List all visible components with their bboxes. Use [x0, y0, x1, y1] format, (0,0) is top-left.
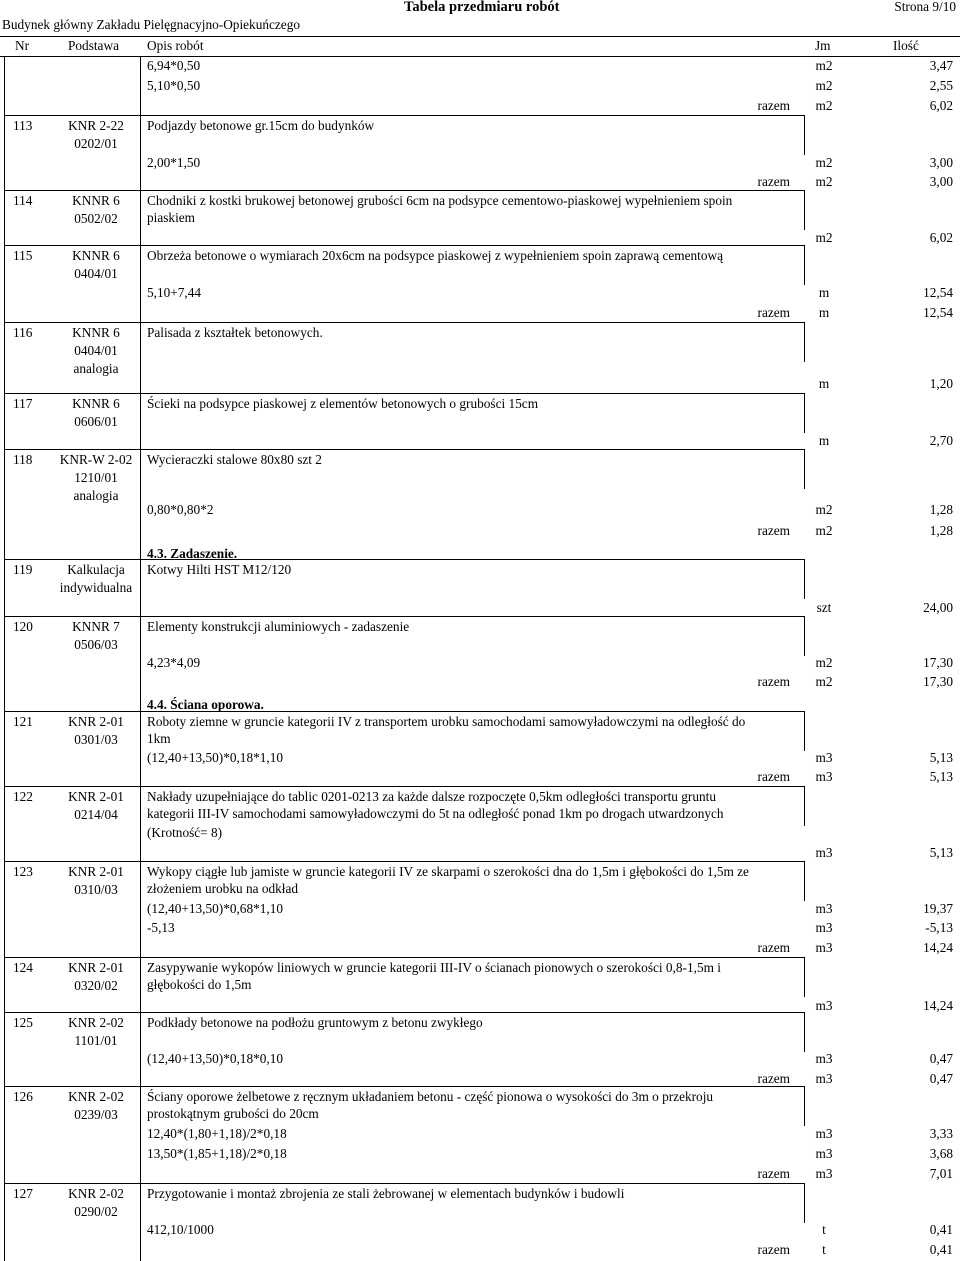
unit-column-rule — [804, 115, 805, 155]
unit-cell: m2 — [815, 523, 833, 538]
item-separator-rule — [4, 1012, 804, 1013]
basis-column-rule — [140, 449, 141, 559]
subtotal-label: razem — [757, 1242, 790, 1257]
item-number: 124 — [13, 960, 33, 975]
unit-cell: t — [822, 1242, 826, 1257]
section-heading: 4.3. Zadaszenie. — [147, 546, 238, 561]
item-description: 13,50*(1,85+1,18)/2*0,18 — [147, 1146, 287, 1161]
item-separator-rule — [4, 190, 804, 191]
item-basis-line: KNR 2-22 — [68, 118, 124, 133]
item-number: 118 — [13, 452, 33, 467]
item-basis-line: 0606/01 — [74, 414, 118, 429]
item-number: 119 — [13, 562, 33, 577]
item-separator-rule — [4, 1183, 804, 1184]
item-separator-rule — [4, 322, 804, 323]
nr-column-rule — [4, 1012, 5, 1086]
quantity-cell: 2,70 — [929, 433, 953, 448]
item-description: Obrzeża betonowe o wymiarach 20x6cm na podsypce piaskowej z wypełnieniem spoin zaprawą cementową — [147, 248, 723, 263]
item-description: Wykopy ciągłe lub jamiste w gruncie kategorii IV ze skarpami o szerokości dna do 1,5m i głębokości do 1,5m ze — [147, 864, 749, 879]
basis-column-rule — [140, 559, 141, 616]
unit-cell: m2 — [815, 78, 833, 93]
quantity-cell: 3,68 — [929, 1146, 953, 1161]
page-title: Tabela przedmiaru robót — [404, 0, 560, 15]
nr-column-rule — [4, 957, 5, 1012]
quantity-cell: 3,00 — [929, 155, 953, 170]
item-description-line2: prostokątnym grubości do 20cm — [147, 1106, 319, 1121]
unit-column-rule — [804, 245, 805, 285]
item-basis-line: 0239/03 — [74, 1107, 118, 1122]
item-basis-line: indywidualna — [59, 580, 133, 595]
unit-cell: m3 — [815, 998, 833, 1013]
subtotal-label: razem — [757, 940, 790, 955]
item-basis-line: 0202/01 — [74, 136, 118, 151]
basis-column-rule — [140, 1012, 141, 1086]
page-number: Strona 9/10 — [894, 0, 956, 14]
unit-column-rule — [804, 957, 805, 997]
item-description-line2: złożeniem urobku na odkład — [147, 881, 299, 896]
unit-cell: m2 — [815, 155, 833, 170]
item-basis-line: KNR 2-02 — [68, 1015, 124, 1030]
item-basis-line: KNR 2-01 — [68, 714, 124, 729]
unit-cell: m3 — [815, 750, 833, 765]
quantity-cell: 1,20 — [929, 376, 953, 391]
item-separator-rule — [4, 245, 804, 246]
item-description: 0,80*0,80*2 — [147, 502, 214, 517]
basis-column-rule — [140, 322, 141, 393]
quantity-cell: 17,30 — [923, 674, 953, 689]
item-separator-rule — [4, 559, 804, 560]
item-description: Elementy konstrukcji aluminiowych - zadaszenie — [147, 619, 410, 634]
document-subtitle: Budynek główny Zakładu Pielęgnacyjno-Opiekuńczego — [2, 17, 300, 32]
quantity-cell: 1,28 — [929, 502, 953, 517]
unit-column-rule — [804, 1012, 805, 1052]
subtotal-label: razem — [757, 305, 790, 320]
item-basis-line: KNR 2-01 — [68, 960, 124, 975]
basis-column-rule — [140, 957, 141, 1012]
item-description: 5,10*0,50 — [147, 78, 201, 93]
nr-column-rule — [4, 1183, 5, 1261]
item-basis-line: 0214/04 — [74, 807, 118, 822]
item-basis-line: 0502/02 — [74, 211, 118, 226]
basis-column-rule — [140, 1183, 141, 1261]
nr-column-rule — [4, 393, 5, 449]
header-bottom-rule — [0, 56, 960, 57]
item-number: 125 — [13, 1015, 33, 1030]
unit-cell: m3 — [815, 1146, 833, 1161]
subtotal-label: razem — [757, 174, 790, 189]
quantity-cell: 7,01 — [929, 1166, 953, 1181]
unit-cell: m3 — [815, 1071, 833, 1086]
header-top-rule — [0, 36, 960, 37]
unit-cell: m — [818, 433, 830, 448]
item-basis-line: Kalkulacja — [67, 562, 125, 577]
unit-cell: m2 — [815, 230, 833, 245]
section-heading: 4.4. Ściana oporowa. — [147, 697, 264, 712]
item-basis-line: KNNR 6 — [72, 193, 120, 208]
unit-cell: m2 — [815, 58, 833, 73]
unit-cell: m2 — [815, 674, 833, 689]
item-number: 127 — [13, 1186, 33, 1201]
basis-column-rule — [140, 786, 141, 861]
nr-column-rule — [4, 861, 5, 957]
item-basis-line: KNR 2-01 — [68, 864, 124, 879]
item-basis-line: 1210/01 — [74, 470, 118, 485]
item-description: 5,10+7,44 — [147, 285, 202, 300]
item-description: Palisada z kształtek betonowych. — [147, 325, 323, 340]
item-separator-rule — [4, 711, 804, 712]
item-description: (12,40+13,50)*0,18*0,10 — [147, 1051, 284, 1066]
column-header-jm: Jm — [815, 38, 831, 53]
item-description: Ściany oporowe żelbetowe z ręcznym układaniem betonu - część pionowa o wysokości do 3m o przekroju — [147, 1089, 714, 1104]
nr-column-rule — [4, 786, 5, 861]
quantity-cell: 14,24 — [923, 940, 953, 955]
column-header-ilosc: Ilość — [893, 38, 919, 53]
nr-column-rule — [4, 1086, 5, 1183]
nr-column-rule — [4, 322, 5, 393]
item-separator-rule — [4, 786, 804, 787]
item-basis-line: KNNR 6 — [72, 396, 120, 411]
unit-cell: szt — [816, 600, 832, 615]
unit-cell: m — [818, 285, 830, 300]
unit-cell: t — [822, 1222, 826, 1237]
item-description: Przygotowanie i montaż zbrojenia ze stali żebrowanej w elementach budynków i budowli — [147, 1186, 625, 1201]
item-description-line2: 1km — [147, 731, 171, 746]
item-basis-line: analogia — [73, 488, 119, 503]
quantity-cell: 1,28 — [929, 523, 953, 538]
quantity-cell: 14,24 — [923, 998, 953, 1013]
item-description: 6,94*0,50 — [147, 58, 201, 73]
basis-column-rule — [140, 861, 141, 957]
unit-cell: m3 — [815, 940, 833, 955]
item-description: 412,10/1000 — [147, 1222, 214, 1237]
unit-column-rule — [804, 322, 805, 362]
item-basis-line: KNR-W 2-02 — [59, 452, 133, 467]
item-basis-line: 0320/02 — [74, 978, 118, 993]
unit-cell: m2 — [815, 98, 833, 113]
item-separator-rule — [4, 393, 804, 394]
item-basis-line: analogia — [73, 361, 119, 376]
item-separator-rule — [4, 861, 804, 862]
basis-column-rule — [140, 190, 141, 245]
item-separator-rule — [4, 449, 804, 450]
item-basis-line: 0310/03 — [74, 882, 118, 897]
item-description: Kotwy Hilti HST M12/120 — [147, 562, 292, 577]
quantity-cell: 5,13 — [929, 845, 953, 860]
basis-column-rule — [140, 393, 141, 449]
item-separator-rule — [4, 1086, 804, 1087]
subtotal-label: razem — [757, 769, 790, 784]
quantity-cell: 6,02 — [929, 98, 953, 113]
quantity-cell: -5,13 — [925, 920, 953, 935]
item-number: 121 — [13, 714, 33, 729]
quantity-cell: 12,54 — [923, 285, 953, 300]
quantity-cell: 0,47 — [929, 1071, 953, 1086]
item-basis-line: KNNR 6 — [72, 325, 120, 340]
item-number: 126 — [13, 1089, 33, 1104]
unit-column-rule — [804, 861, 805, 901]
unit-cell: m3 — [815, 1126, 833, 1141]
quantity-cell: 12,54 — [923, 305, 953, 320]
item-description: (12,40+13,50)*0,18*1,10 — [147, 750, 284, 765]
item-description: Wycieraczki stalowe 80x80 szt 2 — [147, 452, 322, 467]
unit-cell: m — [818, 376, 830, 391]
item-basis-line: KNNR 7 — [72, 619, 120, 634]
unit-column-rule — [804, 559, 805, 599]
unit-column-rule — [804, 711, 805, 751]
item-description: -5,13 — [147, 920, 175, 935]
subtotal-label: razem — [757, 1166, 790, 1181]
unit-column-rule — [804, 1183, 805, 1223]
subtotal-label: razem — [757, 674, 790, 689]
unit-cell: m3 — [815, 845, 833, 860]
item-basis-line: 0301/03 — [74, 732, 118, 747]
nr-column-rule — [4, 559, 5, 616]
unit-cell: m3 — [815, 901, 833, 916]
quantity-cell: 24,00 — [923, 600, 953, 615]
unit-column-rule — [804, 786, 805, 826]
column-header-podstawa: Podstawa — [68, 38, 119, 53]
subtotal-label: razem — [757, 523, 790, 538]
unit-cell: m — [818, 305, 830, 320]
item-basis-line: 0404/01 — [74, 266, 118, 281]
quantity-cell: 6,02 — [929, 230, 953, 245]
basis-column-rule — [140, 56, 141, 115]
item-number: 113 — [13, 118, 33, 133]
unit-cell: m3 — [815, 769, 833, 784]
nr-column-rule — [4, 616, 5, 711]
unit-cell: m2 — [815, 502, 833, 517]
column-header-nr: Nr — [15, 38, 30, 53]
item-number: 115 — [13, 248, 33, 263]
item-description: Ścieki na podsypce piaskowej z elementów betonowych o grubości 15cm — [147, 396, 539, 411]
basis-column-rule — [140, 711, 141, 786]
nr-column-rule — [4, 56, 5, 115]
item-basis-line: KNR 2-02 — [68, 1089, 124, 1104]
quantity-cell: 0,41 — [929, 1222, 953, 1237]
subtotal-label: razem — [757, 1071, 790, 1086]
nr-column-rule — [4, 245, 5, 322]
quantity-cell: 19,37 — [923, 901, 953, 916]
unit-column-rule — [804, 1086, 805, 1126]
item-description: (12,40+13,50)*0,68*1,10 — [147, 901, 284, 916]
item-description-line2: głębokości do 1,5m — [147, 977, 252, 992]
unit-column-rule — [804, 616, 805, 656]
item-description: Podjazdy betonowe gr.15cm do budynków — [147, 118, 375, 133]
nr-column-rule — [4, 190, 5, 245]
unit-column-rule — [804, 449, 805, 489]
item-description: Roboty ziemne w gruncie kategorii IV z transportem urobku samochodami samowyładowczymi na odległość do — [147, 714, 746, 729]
quantity-cell: 5,13 — [929, 750, 953, 765]
item-number: 116 — [13, 325, 33, 340]
item-basis-line: 1101/01 — [74, 1033, 118, 1048]
quantity-cell: 2,55 — [929, 78, 953, 93]
unit-cell: m3 — [815, 1051, 833, 1066]
item-description: Nakłady uzupełniające do tablic 0201-0213 za każde dalsze rozpoczęte 0,5km odległości transportu gruntu — [147, 789, 716, 804]
quantity-cell: 17,30 — [923, 655, 953, 670]
subtotal-label: razem — [757, 98, 790, 113]
item-number: 123 — [13, 864, 33, 879]
quantity-cell: 3,47 — [929, 58, 953, 73]
basis-column-rule — [140, 1086, 141, 1183]
item-basis-line: 0290/02 — [74, 1204, 118, 1219]
item-number: 114 — [13, 193, 33, 208]
unit-cell: m3 — [815, 920, 833, 935]
unit-cell: m2 — [815, 174, 833, 189]
item-number: 120 — [13, 619, 33, 634]
basis-column-rule — [140, 616, 141, 711]
item-separator-rule — [4, 616, 804, 617]
basis-column-rule — [140, 245, 141, 322]
item-description: Chodniki z kostki brukowej betonowej grubości 6cm na podsypce cementowo-piaskowej wypełnieniem spoin — [147, 193, 733, 208]
unit-cell: m3 — [815, 1166, 833, 1181]
nr-column-rule — [4, 449, 5, 559]
quantity-cell: 0,41 — [929, 1242, 953, 1257]
quantity-cell: 3,00 — [929, 174, 953, 189]
quantity-cell: 3,33 — [929, 1126, 953, 1141]
item-basis-line: KNR 2-01 — [68, 789, 124, 804]
item-basis-line: KNNR 6 — [72, 248, 120, 263]
quantity-cell: 5,13 — [929, 769, 953, 784]
nr-column-rule — [4, 115, 5, 190]
item-description: 12,40*(1,80+1,18)/2*0,18 — [147, 1126, 287, 1141]
item-number: 122 — [13, 789, 33, 804]
item-description-line2: piaskiem — [147, 210, 196, 225]
item-separator-rule — [4, 957, 804, 958]
item-description-line2: kategorii III-IV samochodami samowyładowczymi do 5t na odległość ponad 1km po drogach utwardzonych — [147, 806, 724, 821]
item-description: 4,23*4,09 — [147, 655, 201, 670]
item-basis-line: 0404/01 — [74, 343, 118, 358]
item-separator-rule — [4, 115, 804, 116]
item-basis-line: 0506/03 — [74, 637, 118, 652]
item-number: 117 — [13, 396, 33, 411]
unit-cell: m2 — [815, 655, 833, 670]
item-description: Podkłady betonowe na podłożu gruntowym z betonu zwykłego — [147, 1015, 483, 1030]
unit-column-rule — [804, 393, 805, 433]
nr-column-rule — [4, 711, 5, 786]
item-basis-line: KNR 2-02 — [68, 1186, 124, 1201]
item-description: 2,00*1,50 — [147, 155, 201, 170]
column-header-opis: Opis robót — [147, 38, 204, 53]
item-description: Zasypywanie wykopów liniowych w gruncie kategorii III-IV o ścianach pionowych o szerokości 0,8-1,5m i — [147, 960, 721, 975]
quantity-cell: 0,47 — [929, 1051, 953, 1066]
item-description: (Krotność= 8) — [147, 825, 223, 840]
unit-column-rule — [804, 190, 805, 230]
basis-column-rule — [140, 115, 141, 190]
